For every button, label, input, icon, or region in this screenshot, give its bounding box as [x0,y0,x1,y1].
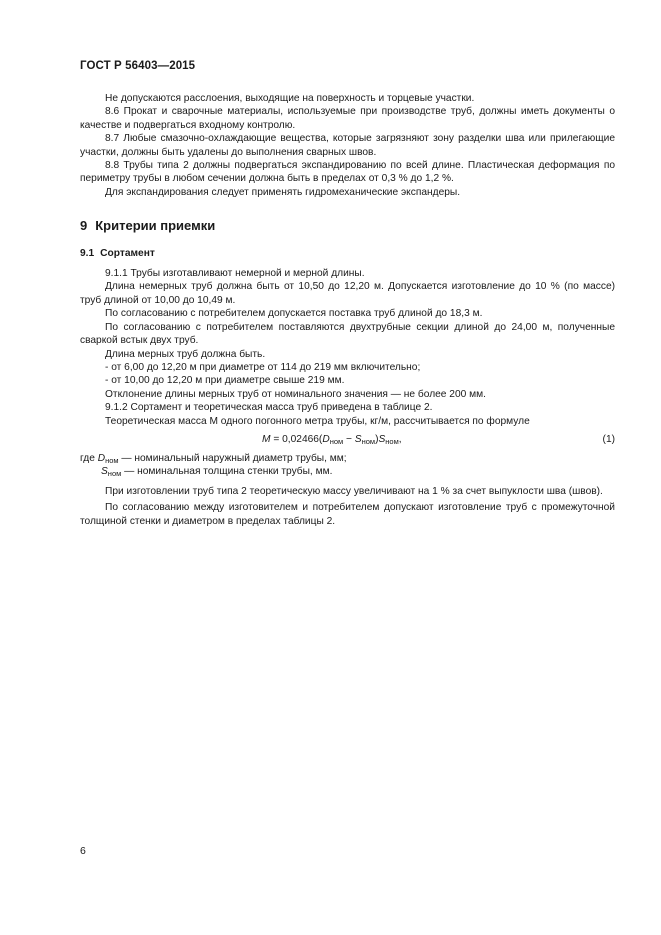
list-item: - от 6,00 до 12,20 м при диаметре от 114 до 219 мм включительно; [105,361,421,373]
formula-legend-s: $S_{ном}$ — номинальная толщина стенки трубы, мм. [101,466,333,479]
paragraph-9-1-2: 9.1.2 Сортамент и теоретическая масса труб приведена в таблице 2. [105,402,433,414]
paragraph-fixed-length: Длина мерных труб должна быть. [105,348,266,360]
paragraph-9-1-1: 9.1.1 Трубы изготавливают немерной и мерной длины. [105,268,365,280]
paragraph-theoretical-mass: Теоретическая масса М одного погонного метра трубы, кг/м, рассчитывается по формуле [105,415,530,427]
list-item: - от 10,00 до 12,20 м при диаметре свыше 219 мм. [105,375,345,387]
subsection-number: 9.1 [80,247,95,259]
paragraph-double-sections: По согласованию с потребителем поставляются двухтрубные секции длиной до 24,00 м, полученные сваркой встык двух труб. [80,321,615,347]
paragraph-deviation: Отклонение длины мерных труб от номинального значения — не более 200 мм. [105,388,486,400]
paragraph-18-3: По согласованию с потребителем допускается поставка труб длиной до 18,3 м. [105,308,483,320]
paragraph-type-2-mass: При изготовлении труб типа 2 теоретическую массу увеличивают на 1 % за счет выпуклости шва (швов). [105,485,603,497]
paragraph-delamination: Не допускаются расслоения, выходящие на поверхность и торцевые участки. [105,93,475,104]
subsection-title: Сортамент [100,247,155,259]
paragraph-expanders: Для экспандирования следует применять гидромеханические экспандеры. [105,186,461,198]
paragraph-8-7: 8.7 Любые смазочно-охлаждающие вещества, которые загрязняют зону разделки шва или прилегающие участки, должны быть удалены до выполнения сварных швов. [80,133,615,158]
formula-1 [80,433,615,449]
formula-legend-d: где $D_{ном}$ — номинальный наружный диаметр трубы, мм; [80,452,347,465]
paragraph-intermediate: По согласованию между изготовителем и потребителем допускают изготовление труб с промежуточной толщиной стенки и диаметром в пределах таблицы 2. [80,502,615,527]
paragraph-8-6: 8.6 Прокат и сварочные материалы, используемые при производстве труб, должны иметь документы о качестве и подвергаться входному контролю. [80,106,615,131]
page-content [80,92,615,528]
page-number: 6 [80,845,86,857]
section-title: Критерии приемки [95,218,216,234]
formula-expression: $M = 0,02466(D_{ном} - S_{ном})S_{ном}$, [262,433,402,446]
standard-header: ГОСТ Р 56403—2015 [80,60,196,72]
formula-number: (1) [602,433,615,445]
paragraph-random-length: Длина немерных труб должна быть от 10,50 до 12,20 м. Допускается изготовление до 10 % (по массе) труб длиной от 10,00 до 10,49 м. [80,281,615,306]
subsection-heading [80,247,615,260]
section-number: 9 [80,218,88,234]
section-heading [80,219,615,232]
paragraph-8-8: 8.8 Трубы типа 2 должны подвергаться экспандированию по всей длине. Пластическая деформация по периметру трубы в любом сечении должна быть в пределах от 0,3 % до 1,2 %. [80,160,615,185]
